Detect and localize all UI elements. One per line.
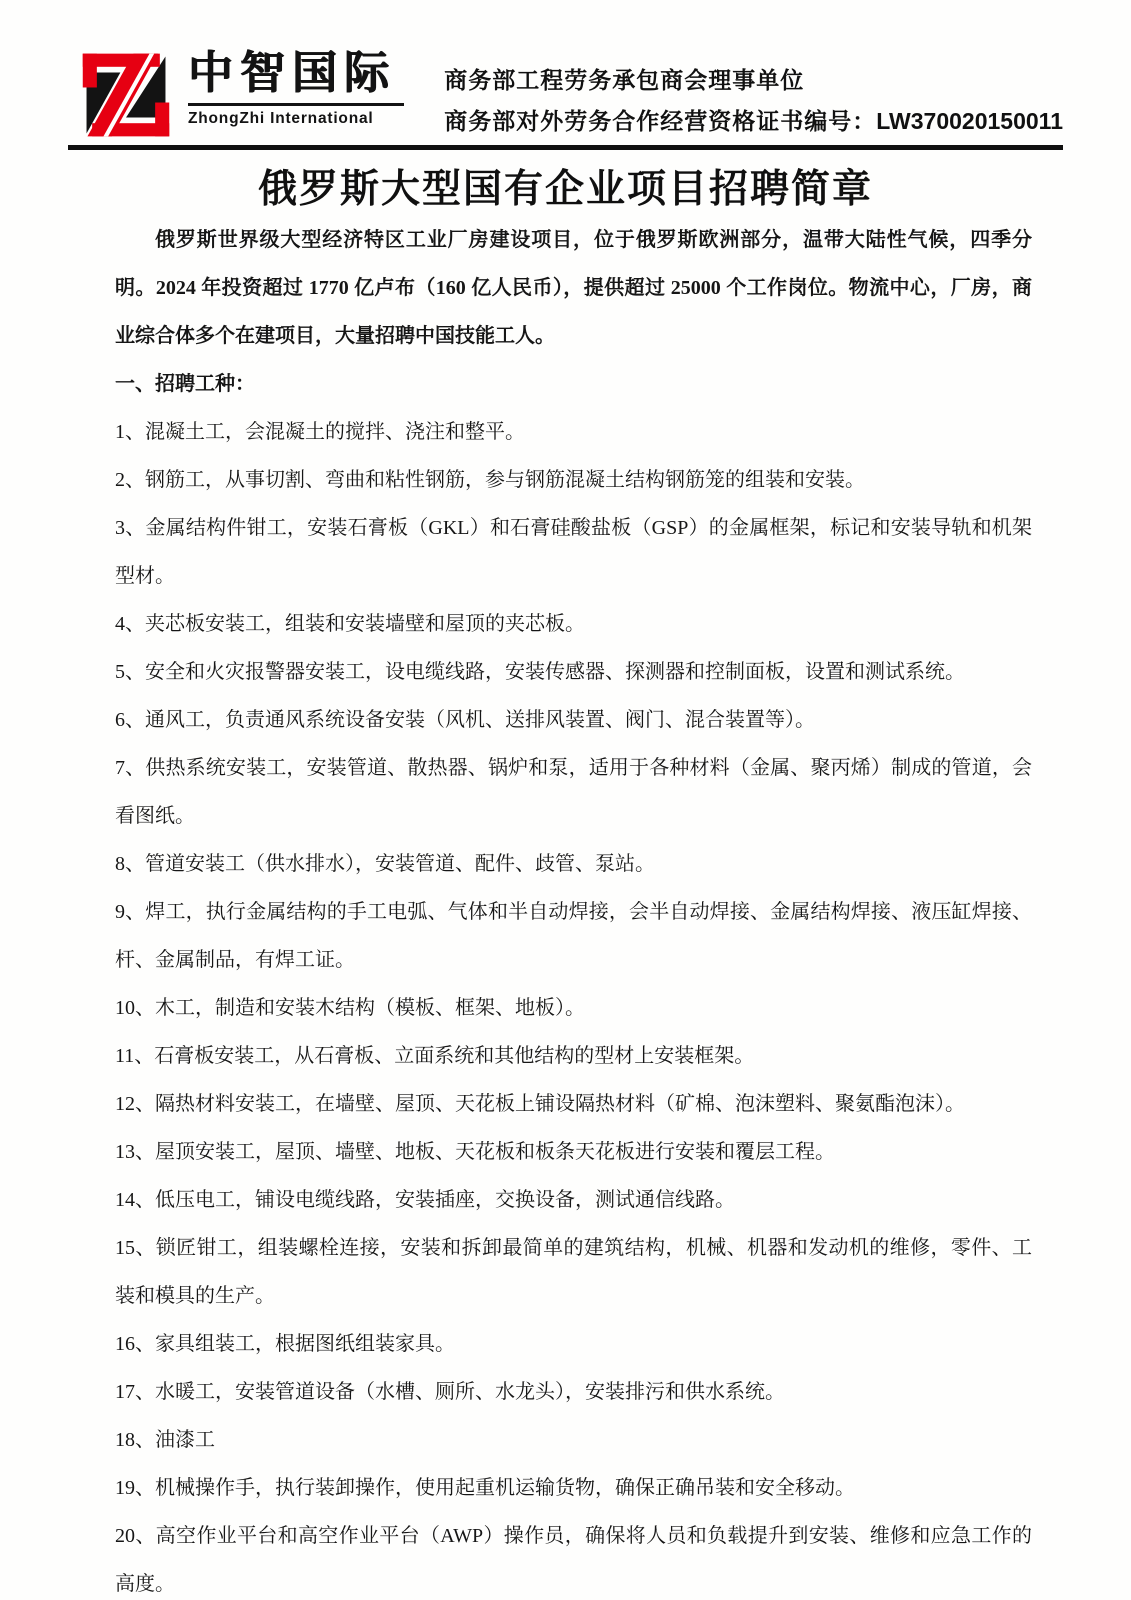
section-heading-job-types: 一、招聘工种： <box>115 373 255 395</box>
job-item-5: 5、安全和火灾报警器安装工，设电缆线路，安装传感器、探测器和控制面板，设置和测试系统。 <box>115 661 965 683</box>
job-item-14: 14、低压电工，铺设电缆线路，安装插座，交换设备，测试通信线路。 <box>115 1189 735 1211</box>
logo-divider <box>188 103 404 106</box>
job-item-11: 11、石膏板安装工，从石膏板、立面系统和其他结构的型材上安装框架。 <box>115 1045 755 1067</box>
job-item-7: 7、供热系统安装工，安装管道、散热器、锅炉和泵，适用于各种材料（金属、聚丙烯）制成的管道，会看图纸。 <box>115 757 1032 827</box>
job-item-3: 3、金属结构件钳工，安装石膏板（GKL）和石膏硅酸盐板（GSP）的金属框架，标记和安装导轨和机架型材。 <box>115 517 1032 587</box>
certification-line-1: 商务部工程劳务承包商会理事单位 <box>444 68 805 93</box>
certification-number: LW370020150011 <box>876 108 1063 134</box>
letterhead <box>78 48 1063 142</box>
job-item-15: 15、锁匠钳工，组装螺栓连接，安装和拆卸最简单的建筑结构，机械、机器和发动机的维修，零件、工装和模具的生产。 <box>115 1237 1032 1307</box>
job-item-12: 12、隔热材料安装工，在墙壁、屋顶、天花板上铺设隔热材料（矿棉、泡沫塑料、聚氨酯泡沫）。 <box>115 1093 965 1115</box>
certification-label: 商务部对外劳务合作经营资格证书编号： <box>444 109 877 134</box>
job-item-19: 19、机械操作手，执行装卸操作，使用起重机运输货物，确保正确吊装和安全移动。 <box>115 1477 855 1499</box>
intro-paragraph: 俄罗斯世界级大型经济特区工业厂房建设项目，位于俄罗斯欧洲部分，温带大陆性气候，四季分明。2024 年投资超过 1770 亿卢布（160 亿人民币），提供超过 25000 个工作岗位。物流中心，厂房，商业综合体多个在建项目，大量招聘中国技能工人。 <box>115 229 1032 347</box>
company-name-cn: 中智国际 <box>188 47 397 98</box>
certification-block <box>444 48 1063 142</box>
job-item-20: 20、高空作业平台和高空作业平台（AWP）操作员，确保将人员和负载提升到安装、维修和应急工作的高度。 <box>115 1525 1032 1595</box>
company-name-en: ZhongZhi International <box>188 110 374 127</box>
job-item-13: 13、屋顶安装工，屋顶、墙壁、地板、天花板和板条天花板进行安装和覆层工程。 <box>115 1141 835 1163</box>
company-logo <box>78 48 404 142</box>
logo-text <box>188 48 404 128</box>
job-item-6: 6、通风工，负责通风系统设备安装（风机、送排风装置、阀门、混合装置等）。 <box>115 709 815 731</box>
job-item-10: 10、木工，制造和安装木结构（模板、框架、地板）。 <box>115 997 585 1019</box>
header-divider-rule <box>68 145 1063 150</box>
job-item-2: 2、钢筋工，从事切割、弯曲和粘性钢筋，参与钢筋混凝土结构钢筋笼的组装和安装。 <box>115 469 865 491</box>
zhongzhi-z-logo-icon <box>78 48 174 142</box>
job-item-4: 4、夹芯板安装工，组装和安装墙壁和屋顶的夹芯板。 <box>115 613 585 635</box>
job-item-18: 18、油漆工 <box>115 1429 215 1451</box>
certification-line-2 <box>444 101 1063 142</box>
page-title: 俄罗斯大型国有企业项目招聘简章 <box>257 168 873 211</box>
job-item-8: 8、管道安装工（供水排水），安装管道、配件、歧管、泵站。 <box>115 853 655 875</box>
job-item-1: 1、混凝土工，会混凝土的搅拌、浇注和整平。 <box>115 421 525 443</box>
job-item-16: 16、家具组装工，根据图纸组装家具。 <box>115 1333 455 1355</box>
document-body <box>115 216 1032 1600</box>
job-item-9: 9、焊工，执行金属结构的手工电弧、气体和半自动焊接，会半自动焊接、金属结构焊接、液压缸焊接、杆、金属制品，有焊工证。 <box>115 901 1032 971</box>
job-item-17: 17、水暖工，安装管道设备（水槽、厕所、水龙头），安装排污和供水系统。 <box>115 1381 785 1403</box>
